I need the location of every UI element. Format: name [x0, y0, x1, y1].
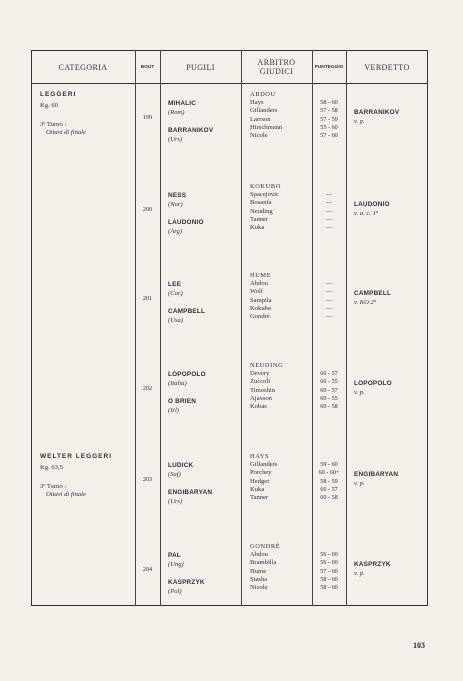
boxer-country: (Rom) — [168, 109, 185, 116]
judge-name: Gillanders — [250, 107, 278, 115]
winner-name: KASPRZYK — [354, 561, 391, 568]
referee-name: HUME — [250, 272, 272, 279]
score-value: — — [325, 313, 333, 320]
judge-name: Zuccoli — [250, 378, 271, 386]
judge-name: Nicole — [250, 132, 268, 139]
score-value: 58 - 60 — [320, 575, 338, 583]
table-bottom-rule — [31, 605, 428, 606]
category-round: Ottavi di finale — [46, 129, 86, 136]
judge-name: Gondré — [250, 313, 270, 320]
score-value: — — [325, 280, 333, 288]
winner-name: LAUDONIO — [354, 201, 390, 208]
boxer-country: (Urs) — [168, 136, 183, 143]
judge-name: Abdou — [250, 551, 268, 559]
score-value: 60 - 57 — [320, 386, 338, 394]
referee-name: HAYS — [250, 453, 270, 460]
bout-number: 200 — [142, 205, 153, 213]
judge-name: Kokubo — [250, 304, 272, 312]
score-value: — — [325, 191, 333, 199]
verdict-text: v. a. c. 1ª — [354, 210, 378, 217]
verdict-text: v. KO 2ª — [354, 299, 376, 306]
score-value: 60 - 55 — [320, 378, 338, 386]
judge-name: Kuka — [250, 224, 265, 231]
score-value: 56 - 60 — [320, 559, 338, 567]
judge-name: Hirschmann — [250, 123, 283, 131]
header-giudici: GIUDICI — [259, 67, 294, 76]
referee-name: KOKUBO — [250, 183, 281, 190]
score-value: — — [325, 207, 333, 215]
score-value: 56 - 60 — [320, 551, 338, 559]
verdict-text: v. p. — [354, 389, 365, 396]
boxer-country: (Usa) — [168, 317, 184, 324]
score-value: 60 - 57 — [320, 370, 338, 378]
header-pugili: PUGILI — [186, 62, 215, 72]
score-value: — — [325, 296, 333, 304]
bout-number: 203 — [142, 475, 153, 483]
score-value: 59 - 60 — [320, 461, 338, 469]
boxer-country: (Ung) — [168, 561, 184, 568]
boxer-name: LEE — [168, 281, 182, 288]
judge-name: Spacejovic — [250, 191, 279, 199]
judge-name: Bosanfa — [250, 199, 272, 207]
judge-name: Hedger — [250, 477, 270, 485]
boxer-name: PAL — [168, 552, 181, 559]
verdict-text: v. p. — [354, 118, 365, 125]
score-value: — — [325, 215, 333, 223]
judge-name: Timoshin — [250, 386, 276, 394]
bout-number: 199 — [142, 113, 153, 121]
boxer-name: O BRIEN — [168, 398, 197, 405]
header-punteggio: PUNTEGGIO — [314, 64, 344, 70]
boxer-country: (Nor) — [168, 201, 183, 208]
judge-name: Wolf — [250, 288, 264, 296]
referee-name: ABDOU — [250, 91, 276, 98]
bout-number: 202 — [142, 384, 153, 392]
boxer-country: (Urs) — [168, 498, 183, 505]
boxer-name: CAMPBELL — [168, 308, 206, 315]
verdict-text: v. p. — [354, 480, 365, 487]
referee-name: NEUDING — [250, 362, 284, 369]
category-name: WELTER LEGGERI — [40, 453, 113, 460]
winner-name: LOPOPOLO — [354, 380, 392, 387]
score-value: — — [325, 288, 333, 296]
score-value: 57 - 59 — [320, 115, 338, 123]
judge-name: Hays — [250, 99, 264, 107]
bout-number: 204 — [142, 565, 153, 573]
score-value: — — [325, 199, 333, 207]
judge-name: Tanner — [250, 215, 269, 223]
judge-name: Gillanders — [250, 461, 278, 469]
header-categoria: CATEGORIA — [58, 62, 108, 72]
judge-name: Abdou — [250, 280, 268, 288]
judge-name: Porchey — [250, 469, 272, 477]
boxer-name: LOPOPOLO — [168, 371, 206, 378]
score-value: 60 - 58 — [320, 403, 338, 410]
header-arbitro-giudici — [241, 54, 312, 80]
judge-name: Tanner — [250, 494, 269, 501]
score-value: 58 - 60 — [320, 584, 338, 591]
score-value: 60 - 60+ — [318, 469, 340, 477]
score-value: — — [325, 224, 333, 231]
column-divider — [160, 50, 161, 606]
boxer-name: LUDICK — [168, 462, 194, 469]
table-frame — [31, 50, 428, 606]
score-value: 55 - 60 — [320, 123, 338, 131]
boxer-country: (Pol) — [168, 588, 182, 595]
verdict-text: v. p. — [354, 570, 365, 577]
boxer-country: (Cor) — [168, 290, 183, 297]
judge-name: Devery — [250, 370, 270, 378]
table-header-rule — [31, 83, 428, 84]
score-value: 57 - 60 — [320, 567, 338, 575]
category-round: Ottavi di finale — [46, 491, 86, 498]
judge-name: Brambilla — [250, 559, 277, 567]
winner-name: ENGIBARYAN — [354, 471, 399, 478]
boxer-country: (Italia) — [168, 380, 187, 387]
header-bout: BOUT — [140, 64, 155, 70]
judge-name: Stasha — [250, 575, 268, 583]
category-turn: 3º Turno : — [40, 483, 67, 490]
category-weight: Kg. 60 — [40, 102, 58, 109]
winner-name: CAMPBELL — [354, 290, 392, 297]
boxer-name: MIHALIC — [168, 100, 197, 107]
category-name: LEGGERI — [40, 91, 77, 98]
header-arbitro: ARBITRO — [257, 58, 296, 67]
boxer-name: KASPRZYK — [168, 579, 205, 586]
bout-number: 201 — [142, 294, 153, 302]
page-number: 103 — [413, 641, 425, 650]
referee-name: GONDRÉ — [250, 543, 281, 550]
judge-name: Kobas — [250, 403, 267, 410]
header-verdetto: VERDETTO — [364, 62, 410, 72]
score-value: 57 - 60 — [320, 132, 338, 139]
boxer-name: LAUDONIO — [168, 219, 204, 226]
column-divider — [135, 50, 136, 606]
score-value: 57 - 58 — [320, 107, 338, 115]
boxer-name: ENGIBARYAN — [168, 489, 213, 496]
judge-name: Kuka — [250, 485, 265, 493]
category-weight: Kg. 63,5 — [40, 464, 63, 471]
judge-name: Ajaxson — [250, 394, 272, 402]
score-value: 60 - 57 — [320, 485, 338, 493]
score-value: 60 - 58 — [320, 494, 338, 501]
judge-name: Sampila — [250, 296, 272, 304]
judge-name: Hume — [250, 567, 267, 575]
judge-name: Neuding — [250, 207, 273, 215]
category-turn: 3º Turno : — [40, 121, 67, 128]
score-value: 58 - 59 — [320, 477, 338, 485]
table-top-rule — [31, 50, 428, 51]
winner-name: BARRANIKOV — [354, 109, 400, 116]
score-value: 58 - 60 — [320, 99, 338, 107]
score-value: — — [325, 304, 333, 312]
boxer-country: (Arg) — [168, 228, 183, 235]
column-divider — [346, 50, 347, 606]
score-value: 60 - 55 — [320, 394, 338, 402]
boxer-country: (Saf) — [168, 471, 181, 478]
judge-name: Nicole — [250, 584, 268, 591]
boxer-country: (Irl) — [168, 407, 179, 414]
judge-name: Larrson — [250, 115, 271, 123]
boxer-name: BARRANIKOV — [168, 127, 214, 134]
column-divider — [241, 50, 242, 606]
boxer-name: NESS — [168, 192, 187, 199]
